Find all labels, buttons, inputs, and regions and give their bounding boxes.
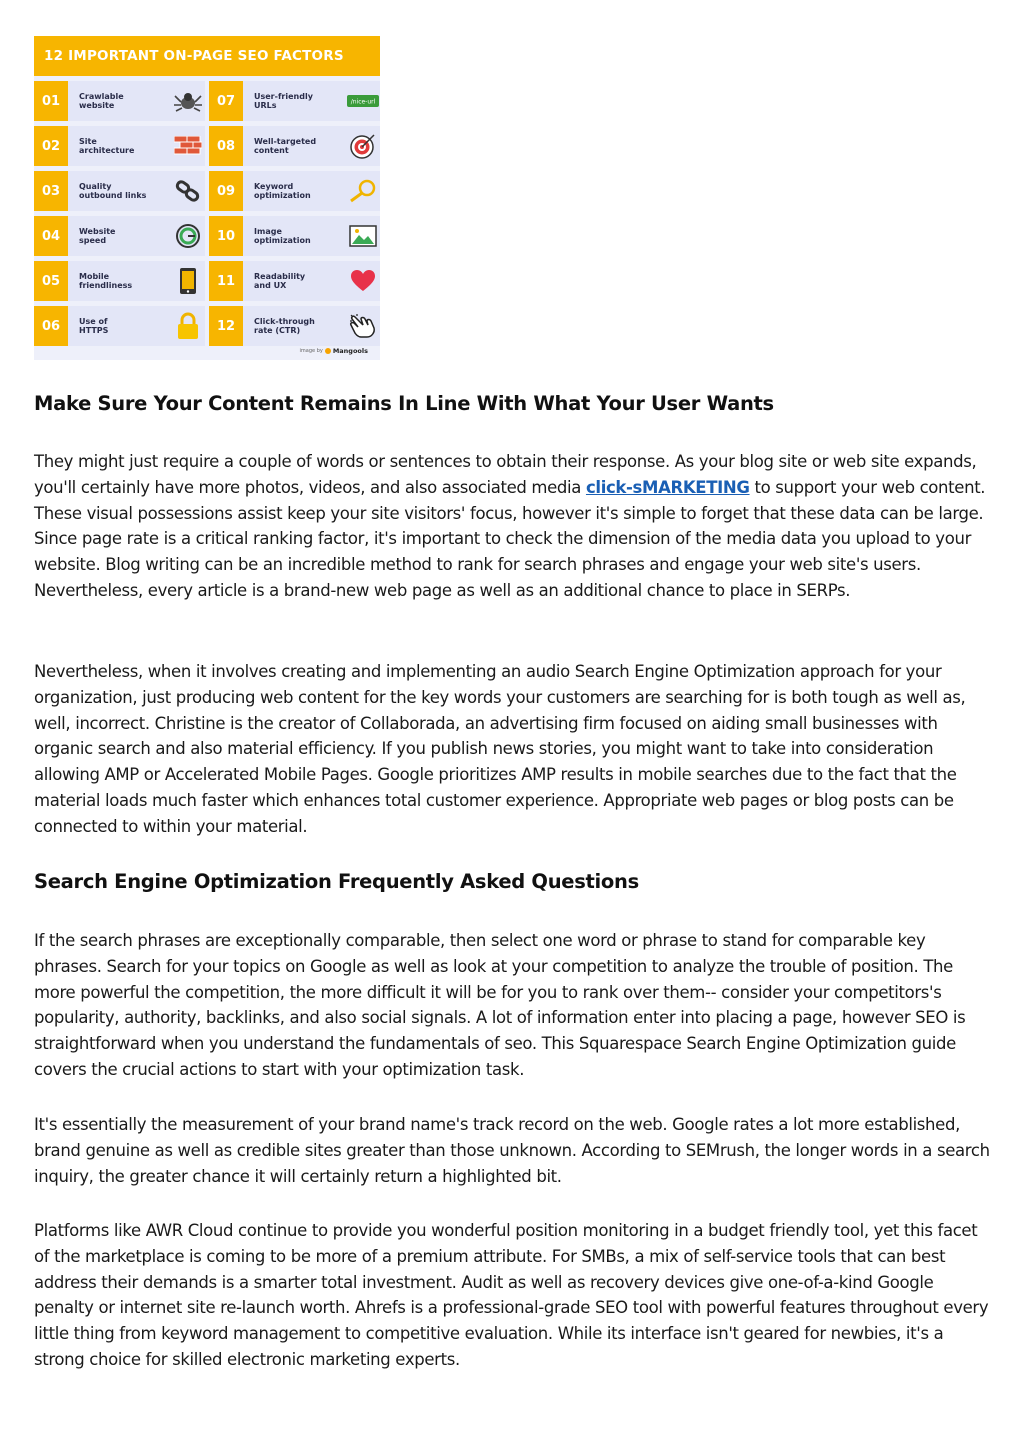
paragraph-1-start: They might just require a couple of words or sentences to obtain their response. As your blog site or web site expands, you'll certainly have more photos, videos, and also associated media (34, 452, 977, 497)
url-tag-icon (346, 81, 380, 121)
factor-item (209, 306, 380, 346)
paragraph-3: If the search phrases are exceptionally comparable, then select one word or phrase to stand for comparable key phrases. Search for your topics on Google as well as look at your competition to analyze the trouble of position. The more powerful the competition, the more difficult it will be for you to rank over them-- consider your competitors's popularity, authority, backlinks, and also social signals. A lot of information enter into placing a page, however SEO is straightforward when you understand the fundamentals of seo. This Squarespace Search Engine Optimization guide covers the crucial actions to start with your optimization task. (34, 931, 966, 1079)
credit-brand: Mangools (332, 347, 368, 355)
factor-number: 07 (209, 81, 243, 121)
heart-icon (346, 261, 380, 301)
paragraph-1 (34, 449, 994, 604)
credit-prefix: image by (299, 348, 323, 354)
factor-label: Well-targeted content (254, 137, 317, 155)
speed-gauge-icon (171, 216, 205, 256)
factor-label: Site architecture (79, 137, 135, 155)
factor-item (34, 216, 205, 256)
smartphone-icon (171, 261, 205, 301)
paragraph-2: Nevertheless, when it involves creating and implementing an audio Search Engine Optimization approach for your organization, just producing web content for the key words your customers are searching for is both tough as well as, well, incorrect. Christine is the creator of Collaborada, an advertising firm focused on aiding small businesses with organic search and also material efficiency. If you publish news stories, you might want to take into consideration allowing AMP or Accelerated Mobile Pages. Google prioritizes AMP results in mobile searches due to the fact that the material loads much faster which enhances total customer experience. Appropriate web pages or blog posts can be connected to within your material. (34, 662, 966, 836)
factor-number: 01 (34, 81, 68, 121)
brick-wall-icon (171, 126, 205, 166)
factor-label: User-friendly URLs (254, 92, 313, 110)
mangools-logo-icon (325, 348, 331, 354)
factor-label: Click-through rate (CTR) (254, 317, 315, 335)
paragraph-4: It's essentially the measurement of your brand name's track record on the web. Google rates a lot more established, brand genuine as well as credible sites greater than those unknown. According to SEMrush, the longer words in a search inquiry, the greater chance it will certainly return a highlighted bit. (34, 1115, 990, 1186)
padlock-icon (171, 306, 205, 346)
factor-item (34, 126, 205, 166)
factor-item (209, 126, 380, 166)
factor-item (209, 171, 380, 211)
factor-number: 02 (34, 126, 68, 166)
factor-item (209, 81, 380, 121)
factor-number: 05 (34, 261, 68, 301)
factors-grid (34, 81, 380, 346)
seo-factors-infographic (34, 36, 380, 360)
factor-label: Quality outbound links (79, 182, 147, 200)
image-credit (300, 347, 368, 355)
paragraph-1-end: to support your web content. These visual possessions assist keep your site visitors' focus, however it's simple to forget that these data can be large. Since page rate is a critical ranking factor, it's important to check the dimension of the media data you upload to your website. Blog writing can be an incredible method to rank for search phrases and engage your web site's users. Nevertheless, every article is a brand-new web page as well as an additional chance to place in SERPs. (34, 477, 986, 600)
factor-number: 04 (34, 216, 68, 256)
factor-number: 12 (209, 306, 243, 346)
paragraph-5: Platforms like AWR Cloud continue to provide you wonderful position monitoring in a budget friendly tool, yet this facet of the marketplace is coming to be more of a premium attribute. For SMBs, a mix of self-service tools that can best address their demands is a smarter total investment. Audit as well as recovery devices give one-of-a-kind Google penalty or internet site re-launch worth. Ahrefs is a professional-grade SEO tool with powerful features throughout every little thing from keyword management to competitive evaluation. While its interface isn't geared for newbies, it's a strong choice for skilled electronic marketing experts. (34, 1221, 989, 1369)
factor-item (34, 261, 205, 301)
factor-number: 08 (209, 126, 243, 166)
factor-label: Mobile friendliness (79, 272, 133, 290)
svg-text:/nice-url: /nice-url (350, 98, 376, 106)
chain-link-icon (171, 171, 205, 211)
factor-item (34, 171, 205, 211)
infographic-title: 12 IMPORTANT ON-PAGE SEO FACTORS (34, 36, 380, 76)
factor-number: 09 (209, 171, 243, 211)
factor-item (209, 261, 380, 301)
factor-number: 11 (209, 261, 243, 301)
factor-number: 06 (34, 306, 68, 346)
factor-label: Use of HTTPS (79, 317, 109, 335)
factor-label: Keyword optimization (254, 182, 311, 200)
factor-number: 03 (34, 171, 68, 211)
factor-item (34, 81, 205, 121)
section-heading-faq: Search Engine Optimization Frequently Asked Questions (34, 870, 639, 893)
magnifier-icon (346, 171, 380, 211)
pointer-hand-icon (346, 306, 380, 346)
factor-label: Crawlable website (79, 92, 124, 110)
factor-item (34, 306, 205, 346)
click-smarketing-link[interactable]: click-sMARKETING (585, 477, 750, 497)
image-icon (346, 216, 380, 256)
factor-number: 10 (209, 216, 243, 256)
spider-icon (171, 81, 205, 121)
factor-label: Readability and UX (254, 272, 306, 290)
section-heading-content: Make Sure Your Content Remains In Line With What Your User Wants (34, 392, 774, 415)
factor-label: Website speed (79, 227, 116, 245)
factor-item (209, 216, 380, 256)
factor-label: Image optimization (254, 227, 311, 245)
target-icon (346, 126, 380, 166)
